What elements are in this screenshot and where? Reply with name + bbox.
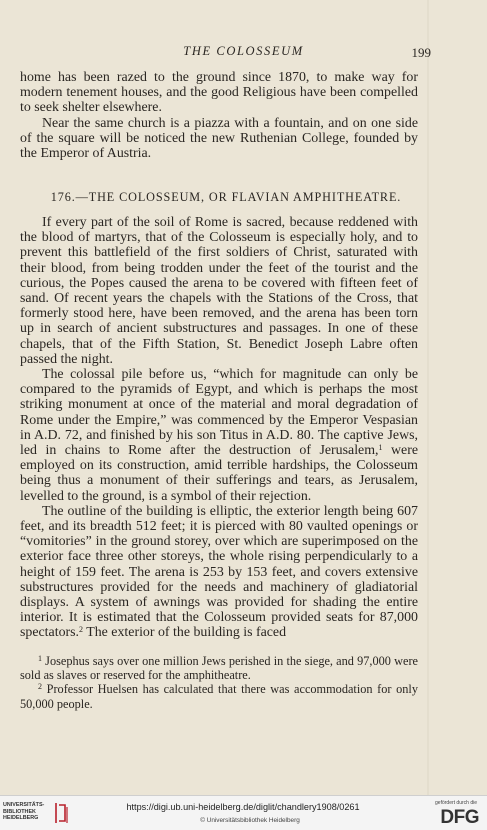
dfg-logo[interactable]: DFG	[440, 807, 479, 828]
paragraph-ruthenian-college: Near the same church is a piazza with a fountain, and on one side of the square will be noticed the new Ruthenian College, founded by the Emperor of Austria.	[20, 115, 418, 162]
running-title: THE COLOSSEUM	[183, 44, 304, 58]
paragraph-outline	[20, 504, 418, 641]
footnote-reference[interactable]: 2	[79, 625, 84, 635]
paragraph-text: The outline of the building is elliptic, the exterior length being 607 feet, and its breadth 512 feet; it is pierced with 80 vaulted openings or “vomitories” in the ground storey, over which are superimposed on the exterior face three other storeys, the whole rising perpendicularly to a height of 159 feet. The arena is 253 by 153 feet, and covers extensive substructures provided for the needs and machinery of gladiatorial displays. A system of awnings was provided for shading the entire interior. It is estimated that the Colosseum provided seats for 87,000 spectators.	[20, 503, 418, 641]
footnotes	[20, 654, 418, 711]
paragraph-colossal-pile	[20, 367, 418, 504]
funded-by-label: gefördert durch die	[435, 800, 477, 806]
paragraph-continued: home has been razed to the ground since 1870, to make way for modern tenement houses, and the good Religious have been compelled to seek shelter elsewhere.	[20, 70, 418, 116]
university-library-logo[interactable]	[3, 802, 53, 822]
copyright-notice: © Universitätsbibliothek Heidelberg	[200, 817, 300, 824]
viewer-footer	[0, 795, 487, 830]
paragraph-text: were employed on its construction, amid terrible hardships, the Colosseum being thus a monument of their sufferings and tears, as Jerusalem, levelled to the ground, is a symbol of their rejection.	[20, 443, 418, 504]
paragraph-text: The colossal pile before us, “which for magnitude can only be compared to the pyramids of Egypt, and which is perhaps the most striking monument at once of the material and moral degradation of Rome under the Empire,” was commenced by the Emperor Vespasian in A.D. 72, and finished by his son Titus in A.D. 80. The captive Jews, led in chains to Rome after the destruction of Jerusalem,	[20, 367, 418, 459]
footnote-text: Professor Huelsen has calculated that there was accommodation for only 50,000 people.	[20, 682, 418, 711]
logo-text: HEIDELBERG	[3, 815, 39, 822]
footnote-mark: 2	[38, 682, 42, 692]
footnote-mark: 1	[38, 654, 42, 663]
logo-text: BIBLIOTHEK	[3, 808, 36, 815]
continued-text	[20, 70, 418, 161]
running-head	[0, 44, 487, 62]
paragraph-text: The exterior of the building is faced	[83, 625, 287, 641]
footnote-text: Josephus says over one million Jews perished in the siege, and 97,000 were sold as slaves or reserved for the amphitheatre.	[20, 654, 418, 683]
paragraph-sacred-soil: If every part of the soil of Rome is sacred, because reddened with the blood of martyrs, that of the Colosseum is especially holy, and to prevent this battlefield of the first soldiers of Christ, saturated with their blood, from being trodden under the feet of the tourist and the curious, the Popes caused the arena to be covered with fifteen feet of sand. Of recent years the chapels with the Stations of the Cross, that formerly stood here, have been removed, and the arena has been torn up in search of ancient substructures and passages. In one of these chapels, that of the Fifth Station, St. Benedict Joseph Labre often passed the night.	[20, 215, 418, 367]
footnote-reference[interactable]: 1	[378, 443, 383, 453]
footnote	[20, 654, 418, 682]
permalink-url[interactable]: https://digi.ub.uni-heidelberg.de/diglit/chandlery1908/0261	[126, 802, 360, 812]
section-heading: 176.—THE COLOSSEUM, OR FLAVIAN AMPHITHEATRE.	[50, 190, 402, 204]
page-number: 199	[411, 45, 431, 60]
heidelberg-seal-icon	[53, 801, 71, 825]
section-body	[20, 215, 418, 641]
logo-text: UNIVERSITÄTS-	[3, 802, 45, 808]
footnote	[20, 682, 418, 710]
